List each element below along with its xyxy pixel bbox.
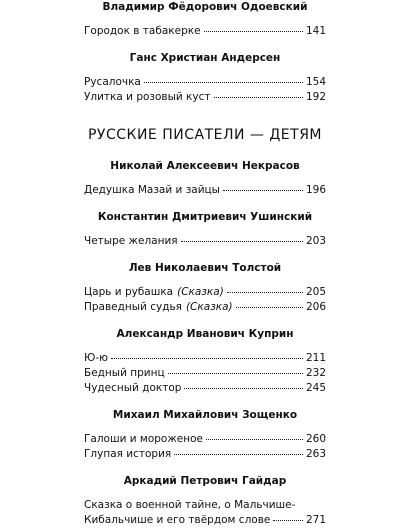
entry-title: Улитка и розовый куст — [84, 91, 211, 103]
entry-title: Русалочка — [84, 76, 141, 88]
entry-note: (Сказка) — [185, 301, 233, 313]
entry-page-number: 211 — [305, 352, 326, 364]
leader-dots — [181, 241, 303, 242]
entry-page-number: 263 — [305, 448, 326, 460]
author-heading: Лев Николаевич Толстой — [128, 262, 282, 274]
toc-entry[interactable] — [84, 75, 326, 90]
entry-page-number: 206 — [305, 301, 326, 313]
leader-dots — [223, 190, 303, 191]
entry-title: Глупая история — [84, 448, 172, 460]
entry-title-line2: Кибальчише и его твёрдом слове — [84, 514, 271, 526]
entry-title: Царь и рубашка — [84, 286, 174, 298]
table-of-contents — [84, 0, 326, 528]
entry-page-number: 154 — [305, 76, 326, 88]
leader-dots — [174, 454, 303, 455]
author-heading: Николай Алексеевич Некрасов — [110, 160, 300, 172]
entry-note: (Сказка) — [177, 286, 224, 298]
toc-entry[interactable] — [84, 381, 326, 396]
entry-title: Праведный судья — [84, 301, 182, 313]
leader-dots — [227, 292, 303, 293]
toc-entry[interactable] — [84, 300, 326, 315]
author-heading: Ганс Христиан Андерсен — [129, 52, 281, 64]
author-heading: Михаил Михайлович Зощенко — [112, 409, 298, 421]
leader-dots — [273, 520, 303, 521]
entry-page-number: 203 — [305, 235, 326, 247]
toc-entry[interactable] — [84, 285, 326, 300]
entry-title: Четыре желания — [84, 235, 178, 247]
entry-page-number: 141 — [305, 25, 326, 37]
leader-dots — [111, 358, 303, 359]
leader-dots — [168, 373, 303, 374]
leader-dots — [204, 31, 303, 32]
toc-entry[interactable] — [84, 351, 326, 366]
leader-dots — [214, 97, 303, 98]
author-heading: Аркадий Петрович Гайдар — [123, 475, 287, 487]
toc-entry[interactable] — [84, 183, 326, 198]
section-title: РУССКИЕ ПИСАТЕЛИ — ДЕТЯМ — [87, 127, 323, 143]
toc-entry[interactable] — [84, 498, 326, 528]
toc-entry[interactable] — [84, 447, 326, 462]
entry-page-number: 232 — [305, 367, 326, 379]
toc-entry[interactable] — [84, 432, 326, 447]
leader-dots — [236, 307, 303, 308]
entry-title: Городок в табакерке — [84, 25, 201, 37]
entry-page-number: 245 — [305, 382, 326, 394]
entry-title: Бедный принц — [84, 367, 165, 379]
entry-title: Галоши и мороженое — [84, 433, 204, 445]
leader-dots — [144, 82, 303, 83]
author-heading: Владимир Фёдорович Одоевский — [102, 1, 308, 13]
author-heading: Александр Иванович Куприн — [116, 328, 294, 340]
toc-entry[interactable] — [84, 24, 326, 39]
toc-entry[interactable] — [84, 366, 326, 381]
author-heading: Константин Дмитриевич Ушинский — [97, 211, 313, 223]
leader-dots — [206, 439, 303, 440]
toc-entry[interactable] — [84, 234, 326, 249]
entry-page-number: 196 — [305, 184, 326, 196]
leader-dots — [184, 388, 303, 389]
entry-title: Дедушка Мазай и зайцы — [84, 184, 220, 196]
toc-entry[interactable] — [84, 90, 326, 105]
entry-title-line1: Сказка о военной тайне, о Мальчише- — [84, 499, 296, 511]
entry-title: Ю-ю — [84, 352, 108, 364]
entry-page-number: 205 — [305, 286, 326, 298]
entry-page-number: 271 — [305, 514, 326, 526]
entry-page-number: 192 — [305, 91, 326, 103]
entry-page-number: 260 — [305, 433, 326, 445]
entry-title: Чудесный доктор — [84, 382, 182, 394]
